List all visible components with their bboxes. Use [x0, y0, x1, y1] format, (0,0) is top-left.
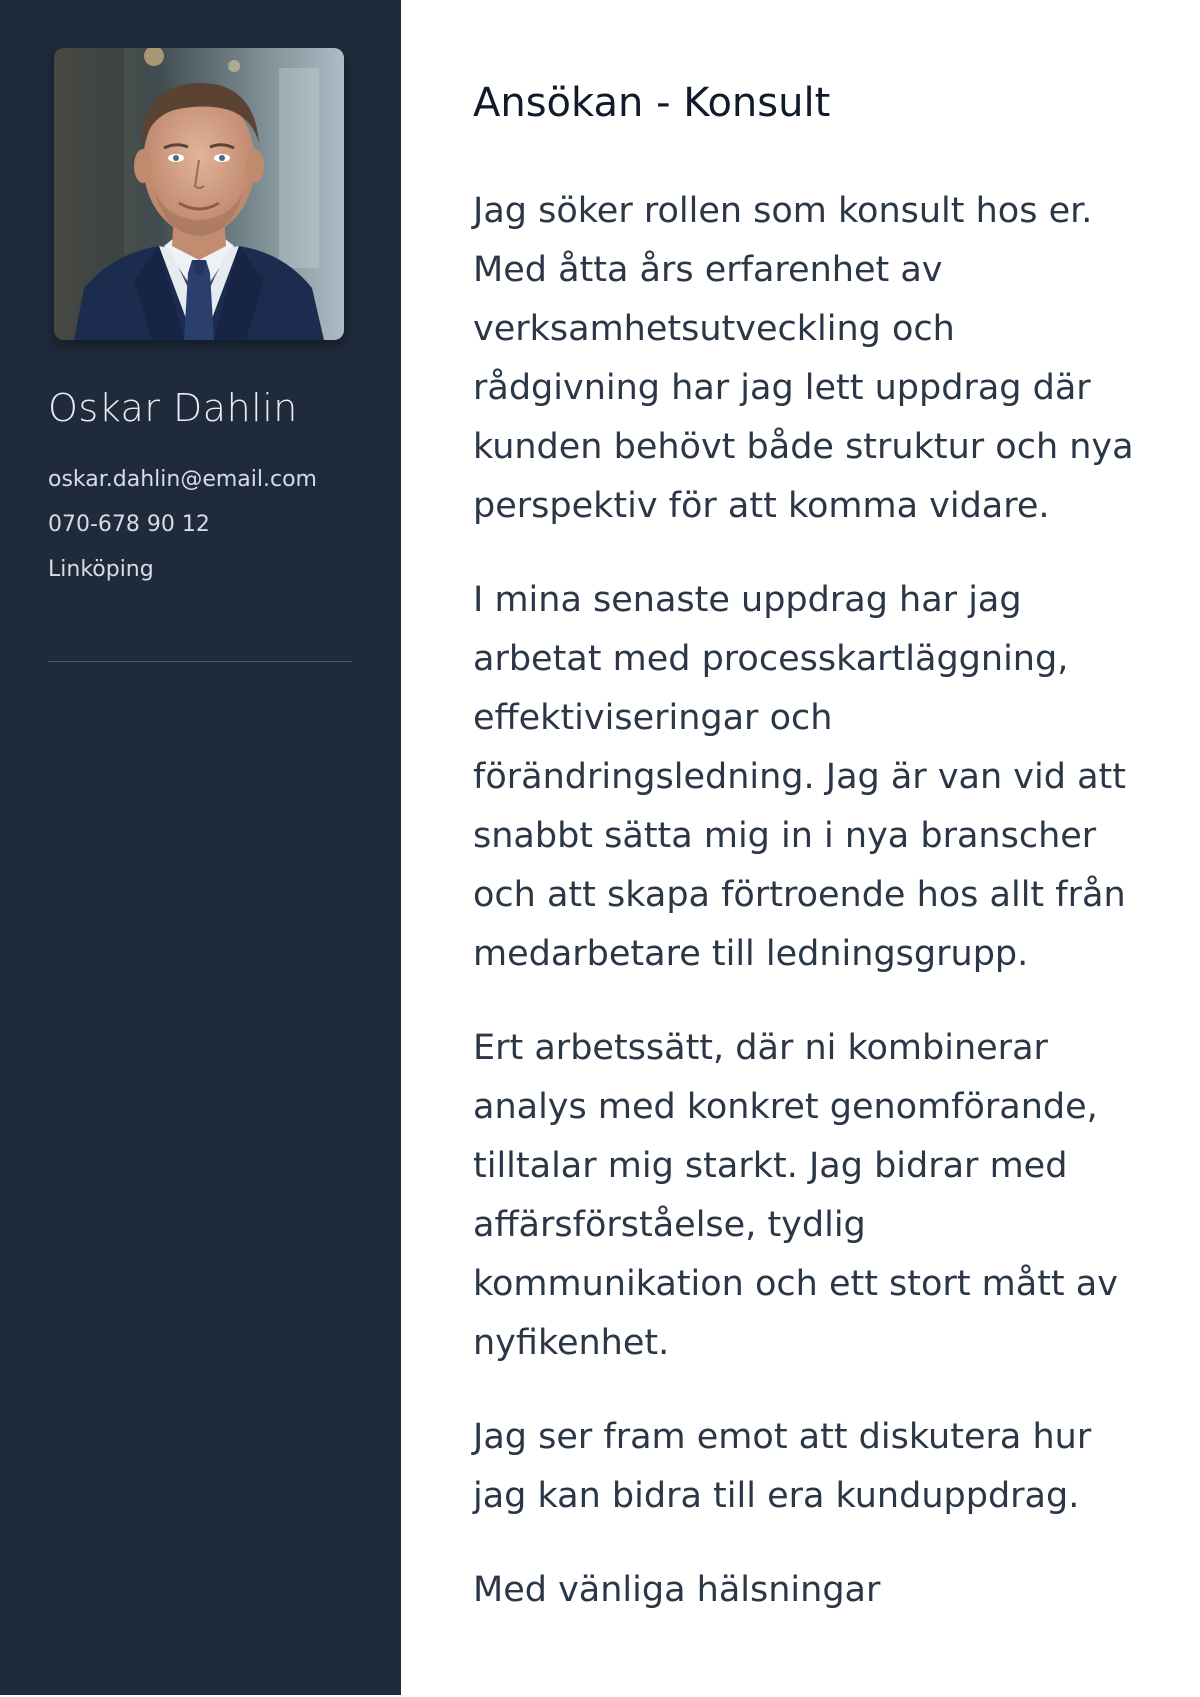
profile-photo	[54, 48, 344, 340]
location: Linköping	[48, 557, 154, 582]
paragraph-line: perspektiv för att komma vidare.	[473, 486, 1050, 526]
paragraph-line: snabbt sätta mig in i nya branscher	[473, 816, 1097, 856]
phone-number: 070-678 90 12	[48, 512, 210, 537]
paragraph-line: Jag söker rollen som konsult hos er.	[473, 191, 1093, 231]
closing-greeting: Med vänliga hälsningar	[473, 1570, 881, 1610]
letter-body	[473, 182, 1173, 1620]
paragraph-3	[473, 1019, 1173, 1373]
paragraph-line: Jag ser fram emot att diskutera hur	[473, 1417, 1092, 1457]
letter-title: Ansökan - Konsult	[473, 80, 831, 126]
sidebar-divider	[48, 661, 352, 662]
paragraph-4	[473, 1408, 1173, 1526]
paragraph-line: effektiviseringar och	[473, 698, 833, 738]
paragraph-line: affärsförståelse, tydlig	[473, 1205, 866, 1245]
paragraph-line: kommunikation och ett stort mått av	[473, 1264, 1118, 1304]
paragraph-line: verksamhetsutveckling och	[473, 309, 955, 349]
portrait-image	[54, 48, 344, 340]
paragraph-line: och att skapa förtroende hos allt från	[473, 875, 1126, 915]
paragraph-line: Ert arbetssätt, där ni kombinerar	[473, 1028, 1048, 1068]
paragraph-line: Med åtta års erfarenhet av	[473, 250, 943, 290]
paragraph-line: rådgivning har jag lett uppdrag där	[473, 368, 1091, 408]
paragraph-2	[473, 571, 1173, 984]
letter-content	[401, 0, 1200, 1697]
email-address: oskar.dahlin@email.com	[48, 467, 317, 492]
paragraph-line: I mina senaste uppdrag har jag	[473, 580, 1022, 620]
sidebar	[0, 0, 401, 1695]
paragraph-line: kunden behövt både struktur och nya	[473, 427, 1134, 467]
paragraph-line: tilltalar mig starkt. Jag bidrar med	[473, 1146, 1068, 1186]
paragraph-line: analys med konkret genomförande,	[473, 1087, 1098, 1127]
applicant-name: Oskar Dahlin	[48, 386, 298, 430]
paragraph-1	[473, 182, 1173, 536]
paragraph-line: nyfikenhet.	[473, 1323, 670, 1363]
paragraph-line: arbetat med processkartläggning,	[473, 639, 1069, 679]
paragraph-line: medarbetare till ledningsgrupp.	[473, 934, 1029, 974]
paragraph-line: jag kan bidra till era kunduppdrag.	[473, 1476, 1080, 1516]
paragraph-line: förändringsledning. Jag är van vid att	[473, 757, 1126, 797]
